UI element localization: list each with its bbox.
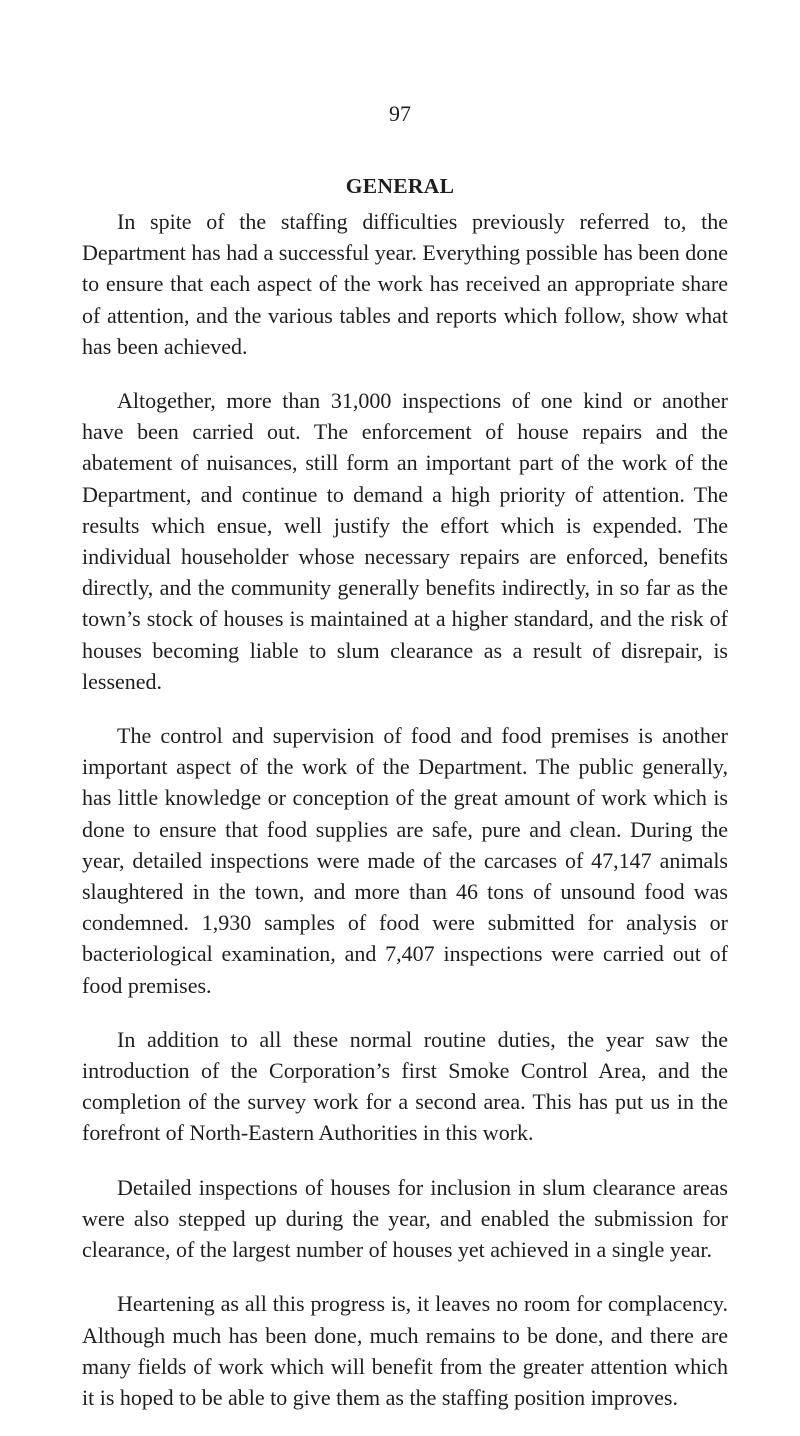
paragraph-food-control: The control and supervision of food and food premises is another important aspect of the work of the Department. The public generally, has little knowledge or conception of the great amount of work which is done to ensure that food supplies are safe, pure and clean. During the year, detailed inspections were made of the carcases of 47,147 animals slaughtered in the town, and more than 46 tons of unsound food was condemned. 1,930 samples of food were submitted for analysis or bacteriological examination, and 7,407 inspections were carried out of food premises. (82, 723, 728, 998)
body-text (82, 206, 728, 1436)
paragraph-smoke-control: In addition to all these normal routine duties, the year saw the introduction of the Corporation’s first Smoke Control Area, and the completion of the survey work for a second area. This has put us in the forefront of North-Eastern Authorities in this work. (82, 1026, 728, 1146)
page-number: 97 (389, 101, 411, 126)
paragraph-slum-clearance: Detailed inspections of houses for inclusion in slum clearance areas were also stepped up during the year, and enabled the submission for clearance, of the largest number of houses yet achieved in a single year. (82, 1174, 728, 1263)
section-heading: GENERAL (345, 174, 455, 198)
paragraph-staffing: In spite of the staffing difficulties previously referred to, the Department has had a successful year. Everything possible has been done to ensure that each aspect of the work has received an appropriate share of attention, and the various tables and reports which follow, show what has been achieved. (82, 209, 728, 359)
paragraph-conclusion: Heartening as all this progress is, it leaves no room for complacency. Although much has been done, much remains to be done, and there are many fields of work which will benefit from the greater attention which it is hoped to be able to give them as the staffing position improves. (82, 1291, 728, 1410)
paragraph-inspections: Altogether, more than 31,000 inspections of one kind or another have been carried out. The enforcement of house repairs and the abatement of nuisances, still form an important part of the work of the Department, and continue to demand a high priority of attention. The results which ensue, well justify the effort which is expended. The individual householder whose necessary repairs are enforced, benefits directly, and the community generally benefits indirectly, in so far as the town’s stock of houses is maintained at a higher standard, and the risk of houses becoming liable to slum clearance as a result of disrepair, is lessened. (82, 388, 728, 694)
